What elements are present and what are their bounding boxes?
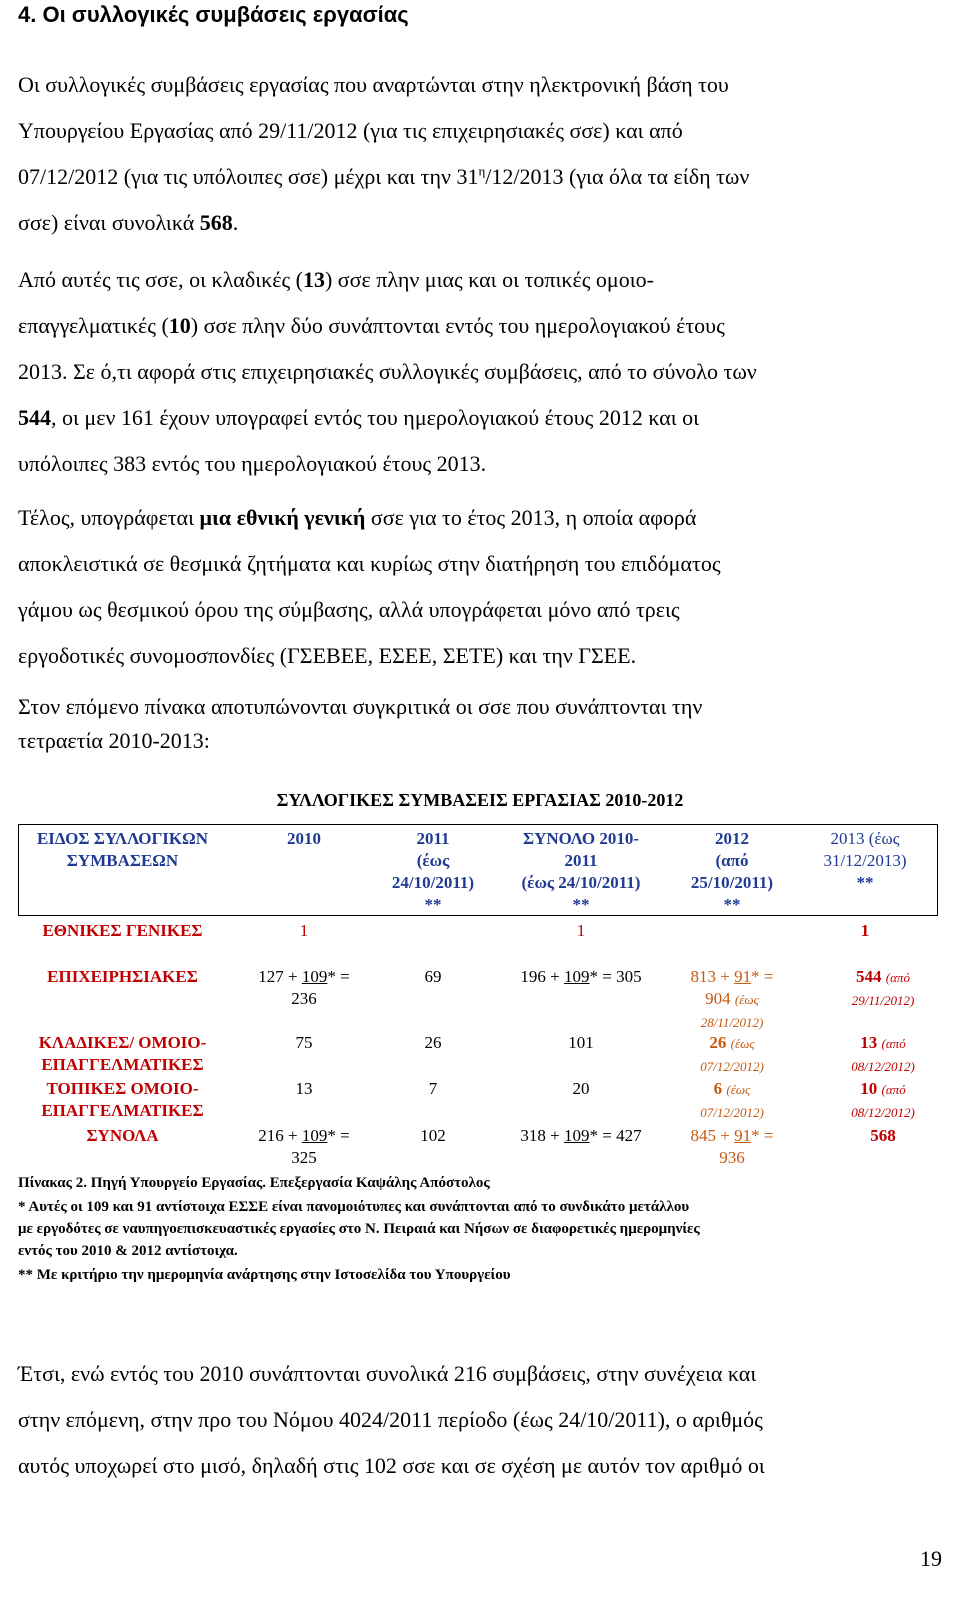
paragraph-5: Έτσι, ενώ εντός του 2010 συνάπτονται συνολικά 216 συμβάσεις, στην συνέχεια και στην επόμενη, στην προ του Νόμου 4024/2011 περίοδο (έως 24/10/2011), ο αριθμός αυτός υποχωρεί στο μισό, δηλαδή στις 102 σσε και σε σχέση με αυτόν τον αριθμό οι: [18, 1361, 765, 1478]
row-local-2011: 7: [428, 1079, 438, 1098]
row-national-2010: 1: [299, 921, 309, 940]
section-heading: 4. Οι συλλογικές συμβάσεις εργασίας: [18, 2, 409, 27]
footnote-1: * Αυτές οι 109 και 91 αντίστοιχα ΕΣΣΕ είναι πανομοιότυπες και συνάπτονται από το συνδικάτο μετάλλου με εργοδότες σε ναυπηγοεπισκευαστικές εργασίες στο Ν. Πειραιά και Νήσων σε διαφορετικές ημερομηνίες εντός του 2010 & 2012 αντίστοιχα.: [18, 1199, 700, 1259]
header-total: ΣΥΝΟΛΟ 2010- 2011 (έως 24/10/2011) **: [521, 829, 641, 914]
paragraph-3: Τέλος, υπογράφεται μια εθνική γενική σσε για το έτος 2013, η οποία αφορά αποκλειστικά σε θεσμικά ζητήματα και κυρίως στην διατήρηση του επιδόματος γάμου ως θεσμικού όρου της σύμβασης, αλλά υπογράφεται μόνο από τρεις εργοδοτικές συνομοσπονδίες (ΓΣΕΒΕΕ, ΕΣΕΕ, ΣΕΤΕ) και την ΓΣΕΕ.: [18, 505, 721, 668]
row-enterprise-label: ΕΠΙΧΕΙΡΗΣΙΑΚΕΣ: [47, 967, 198, 986]
row-enterprise-total: 196 + 109* = 305: [520, 967, 642, 986]
row-enterprise-2011: 69: [424, 967, 442, 986]
table-title: ΣΥΛΛΟΓΙΚΕΣ ΣΥΜΒΑΣΕΙΣ ΕΡΓΑΣΙΑΣ 2010-2012: [276, 790, 684, 810]
row-local-2010: 13: [295, 1079, 313, 1098]
row-sectoral-2010: 75: [295, 1033, 313, 1052]
paragraph-1: Οι συλλογικές συμβάσεις εργασίας που αναρτώνται στην ηλεκτρονική βάση του Υπουργείου Εργασίας από 29/11/2012 (για τις επιχειρησιακές σσε) και από 07/12/2012 (για τις υπόλοιπες σσε) μέχρι και την $31^\eta/12/2013$ (για όλα τα είδη των σσε) είναι συνολικά 568.: [18, 72, 750, 235]
table-notes: [18, 1172, 942, 1286]
row-totals-total: 318 + 109* = 427: [520, 1126, 642, 1145]
row-totals-2012: 845 + 91* = 936: [690, 1126, 774, 1167]
paragraph-4: Στον επόμενο πίνακα αποτυπώνονται συγκριτικά οι σσε που συνάπτονται την τετραετία 2010-2013:: [18, 694, 703, 753]
footnote-2: ** Με κριτήριο την ημερομηνία ανάρτησης στην Ιστοσελίδα του Υπουργείου: [18, 1267, 511, 1283]
header-type: ΕΙΔΟΣ ΣΥΛΛΟΓΙΚΩΝ ΣΥΜΒΑΣΕΩΝ: [36, 829, 209, 870]
row-national-total: 1: [576, 921, 586, 940]
row-sectoral-label: ΚΛΑΔΙΚΕΣ/ ΟΜΟΙΟ- ΕΠΑΓΓΕΛΜΑΤΙΚΕΣ: [38, 1033, 207, 1074]
row-sectoral-2011: 26: [424, 1033, 442, 1052]
table-caption: Πίνακας 2. Πηγή Υπουργείο Εργασίας. Επεξεργασία Καψάλης Απόστολος: [18, 1175, 490, 1191]
row-local-total: 20: [572, 1079, 590, 1098]
row-sectoral-2012: 26 (έως 07/12/2012): [700, 1033, 764, 1074]
row-totals-2010: 216 + 109* = 325: [258, 1126, 350, 1167]
page-number: 19: [920, 1546, 942, 1571]
header-2013: 2013 (έως 31/12/2013) **: [823, 829, 907, 892]
row-sectoral-2013: 13 (από 08/12/2012): [851, 1033, 915, 1074]
row-local-2013: 10 (από 08/12/2012): [851, 1079, 915, 1120]
row-local-2012: 6 (έως 07/12/2012): [700, 1079, 764, 1120]
row-national-label: ΕΘΝΙΚΕΣ ΓΕΝΙΚΕΣ: [42, 921, 203, 940]
row-enterprise-2010: 127 + 109* = 236: [258, 967, 350, 1008]
row-totals-2013: 568: [870, 1126, 896, 1145]
row-totals-label: ΣΥΝΟΛΑ: [86, 1126, 159, 1145]
row-local-label: ΤΟΠΙΚΕΣ ΟΜΟΙΟ- ΕΠΑΓΓΕΛΜΑΤΙΚΕΣ: [41, 1079, 204, 1120]
header-2012: 2012 (από 25/10/2011) **: [690, 829, 774, 914]
header-2010: 2010: [287, 829, 321, 848]
header-2011: 2011 (έως 24/10/2011) **: [391, 829, 475, 914]
row-enterprise-2012: 813 + 91* = 904 (έως 28/11/2012): [690, 967, 774, 1030]
row-sectoral-total: 101: [568, 1033, 594, 1052]
row-totals-2011: 102: [420, 1126, 446, 1145]
row-national-2013: 1: [860, 921, 870, 940]
paragraph-2: Από αυτές τις σσε, οι κλαδικές (13) σσε πλην μιας και οι τοπικές ομοιο- επαγγελματικές (10) σσε πλην δύο συνάπτονται εντός του ημερολογιακού έτους 2013. Σε ό,τι αφορά στις επιχειρησιακές συλλογικές συμβάσεις, από το σύνολο των 544, οι μεν 161 έχουν υπογραφεί εντός του ημερολογιακού έτους 2012 και οι υπόλοιπες 383 εντός του ημερολογιακού έτους 2013.: [18, 267, 757, 476]
row-enterprise-2013: 544 (από 29/11/2012): [851, 967, 915, 1008]
